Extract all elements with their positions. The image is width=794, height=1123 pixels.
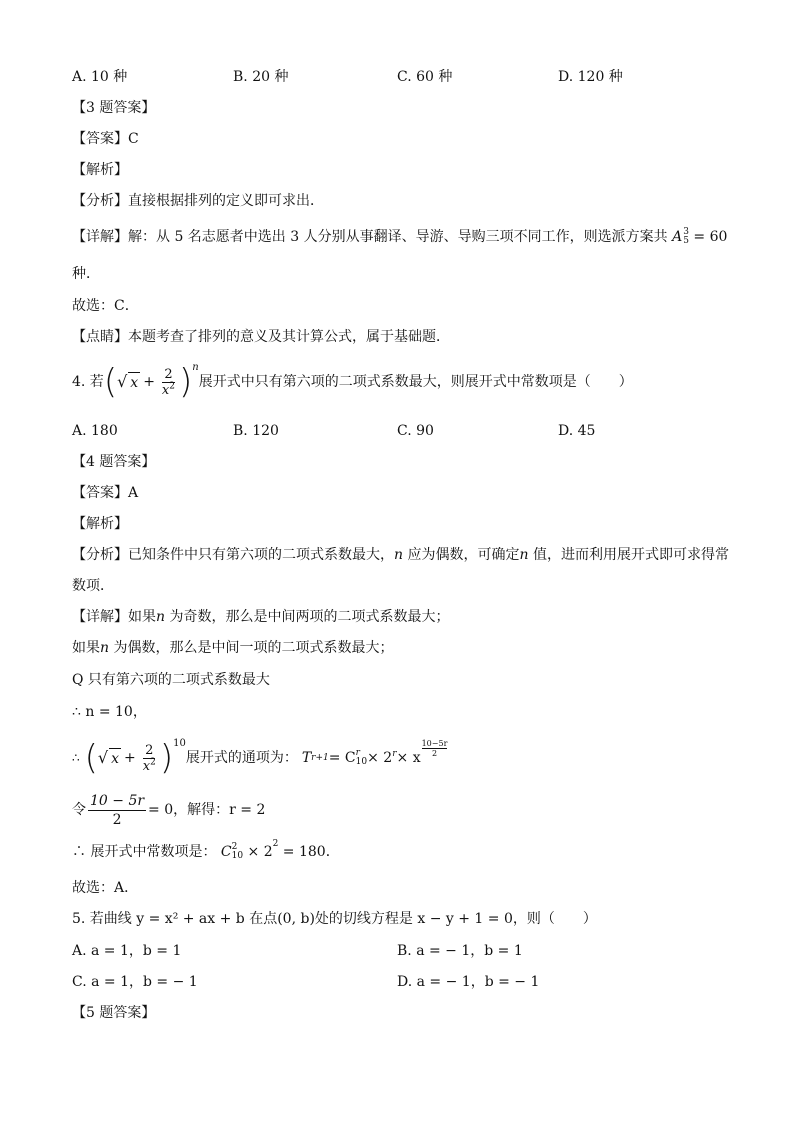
q4-option-a: A. 180 — [72, 423, 118, 439]
q3-option-d: D. 120 种 — [558, 69, 623, 85]
q4-option-c: C. 90 — [397, 423, 434, 439]
q4-ling-line: 令 $\frac{10 - 5r}{2}$ = 0，解得：r = 2 — [72, 792, 266, 828]
q4-stem: 4. 若 ( √ x + $\frac{2}{x^2}$ ) $^n$ 展开式中只有第六项的二项式系数最大，则展开式中常数项是（ ） — [72, 362, 633, 402]
q3-option-c: C. 60 种 — [397, 69, 453, 85]
q4-question-tail: 展开式中只有第六项的二项式系数最大，则展开式中常数项是（ ） — [198, 374, 633, 390]
q3-perm-eq: = 60 — [688, 229, 728, 245]
q4-xiangjie-2: 如果n 为偶数，那么是中间一项的二项式系数最大； — [72, 640, 394, 656]
q4-xiangjie-1: 【详解】如果n 为奇数，那么是中间两项的二项式系数最大； — [72, 609, 450, 625]
q5-answer-header: 【5 题答案】 — [72, 1005, 156, 1021]
q3-answer: 【答案】C — [72, 131, 139, 147]
q4-therefore-n: ∴ n = 10， — [72, 704, 147, 720]
q5-stem: 5. 若曲线 y = x² + ax + b 在点(0, b)处的切线方程是 x − y + 1 = 0，则（ ） — [72, 911, 597, 927]
q3-choose: 故选：C． — [72, 298, 139, 314]
q3-option-b: B. 20 种 — [233, 69, 289, 85]
q3-dianjing: 【点睛】本题考查了排列的意义及其计算公式，属于基础题． — [72, 329, 450, 345]
q4-fraction: $\frac{2}{x^2}$ — [161, 366, 175, 398]
q5-option-b: B. a = − 1，b = 1 — [397, 943, 523, 959]
q3-xiangjie-text: 【详解】解：从 5 名志愿者中选出 3 人分别从事翻译、导游、导购三项不同工作，则选派方案共 — [72, 229, 668, 245]
q3-analysis-header: 【解析】 — [72, 162, 128, 178]
q5-option-c: C. a = 1，b = − 1 — [72, 974, 198, 990]
q3-xiangjie — [72, 227, 727, 247]
q4-option-d: D. 45 — [558, 423, 596, 439]
q4-answer: 【答案】A — [72, 485, 139, 501]
q4-because: Q 只有第六项的二项式系数最大 — [72, 672, 270, 688]
q4-fenxi: 【分析】已知条件中只有第六项的二项式系数最大，n 应为偶数，可确定n 值，进而利用展开式即可求得常 — [72, 547, 729, 563]
q3-perm-sup: 3 — [683, 227, 689, 237]
q4-general-term-label: 展开式的通项为： — [185, 750, 298, 766]
q4-constant-line: ∴ 展开式中常数项是： C 2 10 × $2^2 = 180$． — [72, 839, 340, 861]
q4-option-b: B. 120 — [233, 423, 279, 439]
q3-xiangjie-2: 种． — [72, 266, 100, 282]
q5-option-a: A. a = 1，b = 1 — [72, 943, 182, 959]
q4-answer-header: 【4 题答案】 — [72, 454, 156, 470]
q3-perm-symbol: A — [672, 229, 683, 245]
q4-number: 4. 若 — [72, 374, 104, 390]
q3-perm-sub: 5 — [683, 236, 689, 246]
q3-fenxi: 【分析】直接根据排列的定义即可求出． — [72, 193, 324, 209]
q5-option-d: D. a = − 1，b = − 1 — [397, 974, 540, 990]
q4-fenxi-2: 数项． — [72, 578, 114, 594]
q4-analysis-header: 【解析】 — [72, 516, 128, 532]
q4-general-term-line: ∴ ( √ x + $\frac{2}{x^2}$ ) $^{10}$ 展开式的通项为： T r+1 = C r 10 × 2 $^r$ × x 10−5r 2 — [72, 738, 448, 778]
q4-choose: 故选：A． — [72, 880, 139, 896]
q3-answer-header: 【3 题答案】 — [72, 100, 156, 116]
q3-option-a: A. 10 种 — [72, 69, 128, 85]
